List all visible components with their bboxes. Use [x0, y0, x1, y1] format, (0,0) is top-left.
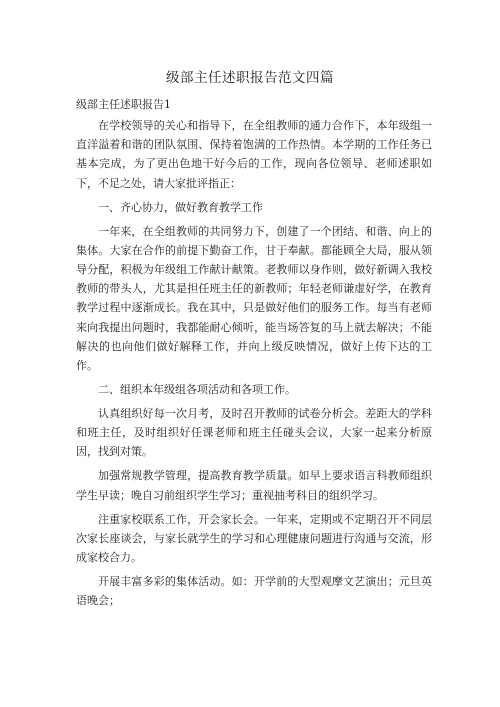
paragraph-teamwork: 一年来，在全组教师的共同努力下，创建了一个团结、和谐、向上的集体。大家在合作的前提下勤奋工作，甘于奉献。都能顾全大局，服从领导分配，积极为年级组工作献计献策。老教师以身作则，做好新调入我校教师的带头人，尤其是担任班主任的新教师；年轻老师谦虚好学，在教育教学过程中逐渐成长。我在其中，只是做好他们的服务工作。每当有老师来向我提出问题时，我都能耐心倾听，能当场答复的马上就去解决；不能解决的也向他们做好解释工作，并向上级反映情况，做好上传下达的工作。	[76, 224, 432, 373]
paragraph-home-school: 注重家校联系工作，开会家长会。一年来，定期或不定期召开不同层次家长座谈会，与家长就学生的学习和心理健康问题进行沟通与交流，形成家校合力。	[76, 512, 432, 565]
paragraph-intro: 在学校领导的关心和指导下，在全组教师的通力合作下，本年级组一直洋溢着和谐的团队氛围、保持着饱满的工作热情。本学期的工作任务已基本完成，为了更出色地干好今后的工作，现向各位领导、老师述职如下，不足之处，请大家批评指正：	[76, 119, 432, 190]
section-heading-one: 一、齐心协力，做好教育教学工作	[98, 200, 263, 214]
report-subheading: 级部主任述职报告1	[76, 98, 171, 111]
paragraph-routine-management: 加强常规教学管理，提高教育教学质量。如早上要求语言科教师组织学生早读；晚自习前组织学生学习；重视抽考科目的组织学习。	[76, 469, 432, 502]
paragraph-monthly-exams: 认真组织好每一次月考，及时召开教师的试卷分析会。差距大的学科和班主任，及时组织好任课老师和班主任碰头会议，大家一起来分析原因，找到对策。	[76, 407, 432, 459]
document-title: 级部主任述职报告范文四篇	[166, 70, 334, 86]
section-heading-two: 二、组织本年级组各项活动和各项工作。	[98, 383, 296, 397]
paragraph-activities: 开展丰富多彩的集体活动。如：开学前的大型观摩文艺演出；元旦英语晚会；	[76, 575, 432, 608]
document-body	[76, 116, 432, 615]
